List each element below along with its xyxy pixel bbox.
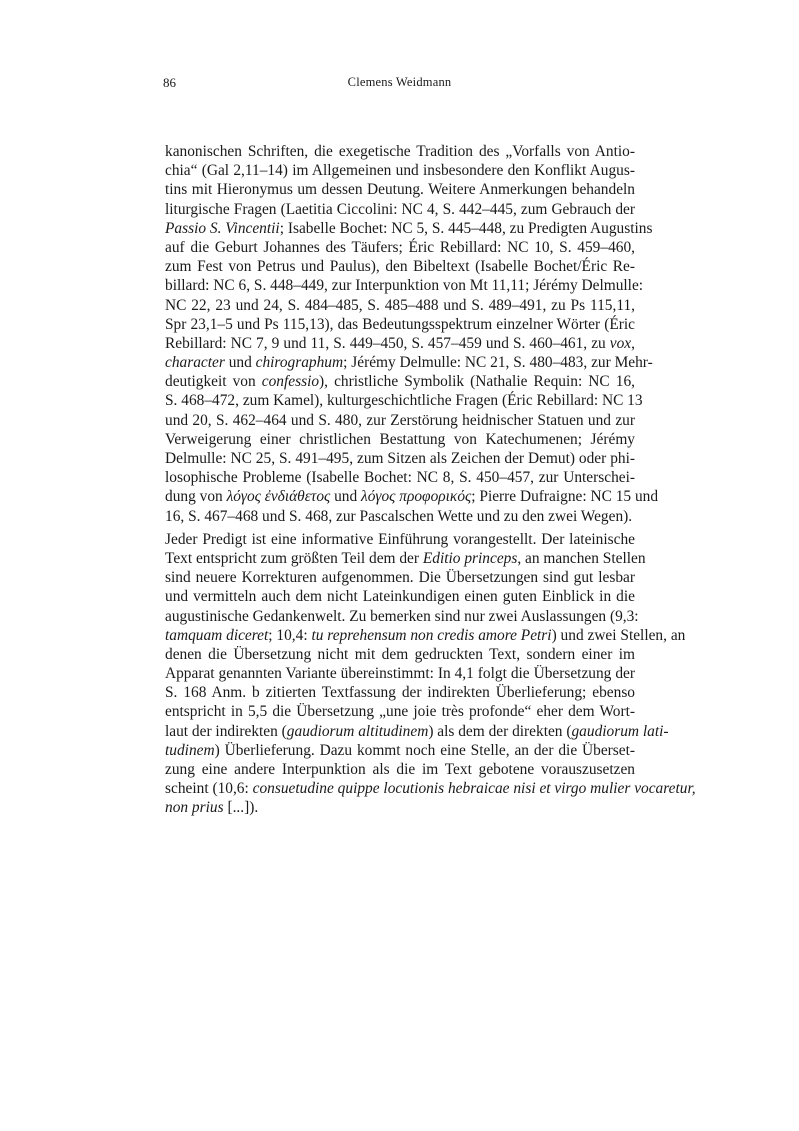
page-number: 86 bbox=[163, 75, 176, 90]
running-head: Clemens Weidmann bbox=[347, 75, 452, 89]
text-segment: ) und zwei Stellen, an bbox=[551, 626, 686, 644]
text-line bbox=[165, 334, 635, 353]
text-segment: auf die Geburt Johannes des Täufers; Éric Rebillard: NC 10, S. 459–460, bbox=[165, 238, 635, 256]
text-line bbox=[165, 315, 635, 334]
text-line bbox=[165, 645, 635, 664]
text-segment: Rebillard: NC 7, 9 und 11, S. 449–450, S. 457–459 und S. 460–461, zu bbox=[165, 334, 610, 352]
text-line bbox=[165, 683, 635, 702]
text-line bbox=[165, 626, 686, 645]
text-line bbox=[165, 219, 653, 238]
text-line bbox=[165, 549, 646, 568]
text-segment: S. 168 Anm. b zitierten Textfassung der indirekten Überlieferung; ebenso bbox=[165, 684, 635, 702]
text-line bbox=[165, 760, 635, 779]
text-segment: ), christliche Symbolik (Nathalie Requin: NC 16, bbox=[319, 373, 635, 391]
text-line bbox=[165, 507, 635, 526]
text-segment: und bbox=[224, 354, 256, 372]
italic-text: gaudiorum lati- bbox=[571, 722, 669, 740]
text-segment: laut der indirekten ( bbox=[165, 722, 287, 740]
text-segment: ; Pierre Dufraigne: NC 15 und bbox=[471, 488, 659, 506]
text-line bbox=[165, 161, 635, 180]
text-line bbox=[165, 779, 696, 798]
text-segment: zung eine andere Interpunktion als die im Text gebotene vorauszusetzen bbox=[165, 761, 635, 778]
body-text bbox=[165, 142, 696, 818]
text-line bbox=[165, 587, 635, 606]
text-segment: scheint (10,6: bbox=[165, 780, 253, 798]
text-segment: ; Jérémy Delmulle: NC 21, S. 480–483, zur Mehr- bbox=[343, 354, 653, 372]
text-segment: kanonischen Schriften, die exegetische Tradition des „Vorfalls von Antio- bbox=[165, 143, 635, 160]
text-segment: 16, S. 467–468 und S. 468, zur Pascalschen Wette und zu den zwei Wegen). bbox=[165, 507, 633, 525]
text-segment: ) als dem der direkten ( bbox=[428, 722, 572, 740]
text-segment: Delmulle: NC 25, S. 491–495, zum Sitzen als Zeichen der Demut) oder phi- bbox=[165, 450, 635, 467]
text-line bbox=[165, 798, 635, 817]
text-line bbox=[165, 353, 653, 372]
italic-text: chirographum bbox=[255, 354, 344, 372]
text-line bbox=[165, 180, 635, 199]
text-segment: , an manchen Stellen bbox=[517, 549, 646, 567]
text-line bbox=[165, 142, 635, 161]
text-line bbox=[165, 664, 635, 683]
italic-text: Passio S. Vincentii bbox=[165, 219, 280, 237]
text-segment: augustinische Gedankenwelt. Zu bemerken sind nur zwei Auslassungen (9,3: bbox=[165, 607, 639, 625]
text-segment: und vermitteln auch dem nicht Lateinkundigen einen guten Einblick in die bbox=[165, 588, 635, 606]
text-segment: und bbox=[330, 488, 362, 506]
paragraph bbox=[165, 530, 696, 818]
text-line bbox=[165, 702, 635, 721]
text-line bbox=[165, 200, 635, 219]
italic-text: tudinem bbox=[165, 741, 215, 759]
text-segment: Spr 23,1–5 und Ps 115,13), das Bedeutungsspektrum einzelner Wörter (Éric bbox=[165, 315, 635, 333]
text-line bbox=[165, 530, 635, 549]
text-line bbox=[165, 238, 635, 257]
text-segment: und 20, S. 462–464 und S. 480, zur Zerstörung heidnischer Statuen und zur bbox=[165, 411, 635, 429]
text-segment: [...]). bbox=[223, 799, 259, 817]
text-segment: denen die Übersetzung nicht mit dem gedruckten Text, sondern einer im bbox=[165, 645, 635, 663]
text-line bbox=[165, 372, 635, 391]
text-segment: dung von bbox=[165, 488, 227, 506]
italic-text: tu reprehensum non credis amore Petri bbox=[311, 626, 552, 644]
italic-text: vox bbox=[609, 334, 632, 352]
italic-text: λόγος ἐνδιάθετος bbox=[226, 488, 331, 506]
italic-text: tamquam diceret bbox=[165, 626, 269, 644]
text-line bbox=[165, 468, 635, 487]
text-segment: ; Isabelle Bochet: NC 5, S. 445–448, zu Predigten Augustins bbox=[279, 219, 653, 237]
text-line bbox=[165, 391, 643, 410]
text-line bbox=[165, 411, 635, 430]
text-line bbox=[165, 741, 635, 760]
text-segment: Verweigerung einer christlichen Bestattung von Katechumenen; Jérémy bbox=[165, 430, 635, 448]
italic-text: Editio princeps bbox=[422, 549, 518, 567]
paragraph bbox=[165, 142, 659, 526]
text-line bbox=[165, 276, 644, 295]
text-segment: tins mit Hieronymus um dessen Deutung. Weitere Anmerkungen behandeln bbox=[165, 181, 635, 199]
text-line bbox=[165, 296, 635, 315]
text-line bbox=[165, 257, 635, 276]
text-segment: losophische Probleme (Isabelle Bochet: NC 8, S. 450–457, zur Unterschei- bbox=[165, 469, 635, 487]
text-segment: ; 10,4: bbox=[268, 626, 312, 644]
text-segment: liturgische Fragen (Laetitia Ciccolini: NC 4, S. 442–445, zum Gebrauch der bbox=[165, 200, 635, 218]
text-segment: ) Überlieferung. Dazu kommt noch eine Stelle, an der die Überset- bbox=[214, 741, 635, 759]
text-line bbox=[165, 449, 635, 468]
text-segment: Jeder Predigt ist eine informative Einführung vorangestellt. Der lateinische bbox=[165, 530, 635, 548]
text-segment: sind neuere Korrekturen aufgenommen. Die Übersetzungen sind gut lesbar bbox=[165, 569, 635, 587]
text-segment: NC 22, 23 und 24, S. 484–485, S. 485–488 und S. 489–491, zu Ps 115,11, bbox=[165, 296, 635, 314]
text-line bbox=[165, 607, 639, 626]
text-segment: chia“ (Gal 2,11–14) im Allgemeinen und insbesondere den Konflikt Augus- bbox=[165, 162, 635, 180]
text-segment: billard: NC 6, S. 448–449, zur Interpunktion von Mt 11,11; Jérémy Delmulle: bbox=[165, 277, 644, 295]
italic-text: λόγος προφορικός bbox=[361, 488, 472, 506]
italic-text: consuetudine quippe locutionis hebraicae nisi et virgo mulier vocaretur, bbox=[252, 780, 696, 798]
text-segment: entspricht in 5,5 die Übersetzung „une joie très profonde“ eher dem Wort- bbox=[165, 703, 635, 721]
text-segment: deutigkeit von bbox=[165, 373, 262, 391]
italic-text: character bbox=[165, 354, 225, 372]
text-line bbox=[165, 722, 669, 741]
text-line bbox=[165, 430, 635, 449]
italic-text: non prius bbox=[165, 799, 224, 817]
text-segment: Text entspricht zum größten Teil dem der bbox=[165, 549, 423, 567]
text-segment: , bbox=[631, 334, 635, 352]
text-segment: Apparat genannten Variante übereinstimmt: In 4,1 folgt die Übersetzung der bbox=[165, 665, 635, 683]
italic-text: confessio bbox=[261, 373, 320, 391]
text-line bbox=[165, 487, 659, 506]
text-segment: S. 468–472, zum Kamel), kulturgeschichtliche Fragen (Éric Rebillard: NC 13 bbox=[165, 392, 643, 410]
text-line bbox=[165, 568, 635, 587]
text-segment: zum Fest von Petrus und Paulus), den Bibeltext (Isabelle Bochet/Éric Re- bbox=[165, 258, 635, 276]
italic-text: gaudiorum altitudinem bbox=[286, 722, 429, 740]
